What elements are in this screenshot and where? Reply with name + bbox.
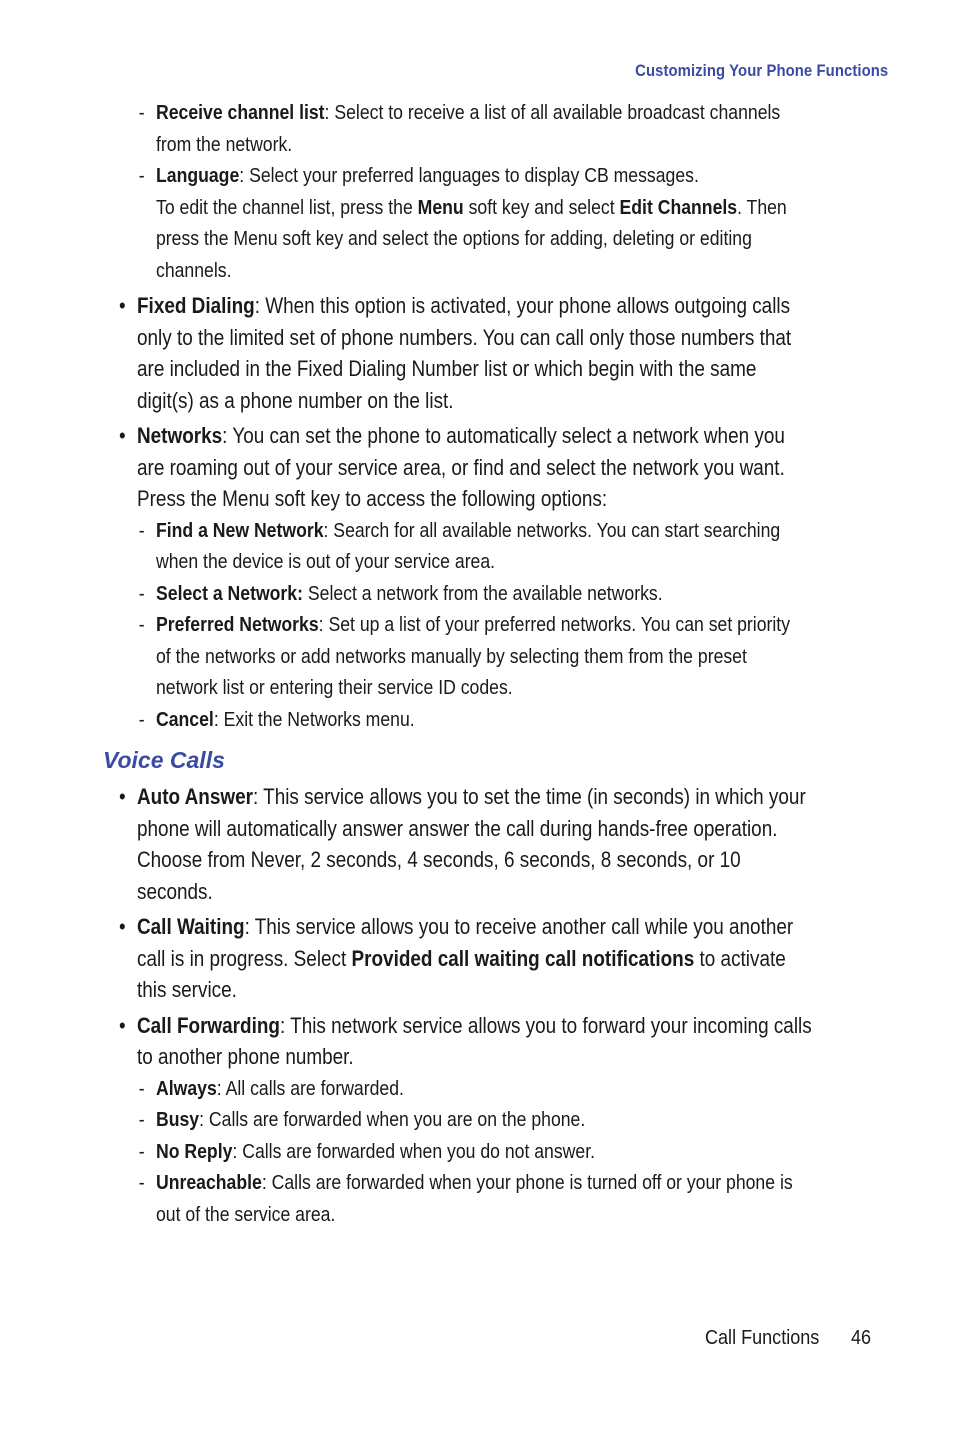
term-label: Language: [156, 164, 240, 187]
term-label: Select a Network:: [156, 581, 303, 605]
term-description: : Exit the Networks menu.: [213, 707, 415, 731]
bullet-auto-answer: [118, 781, 816, 907]
bullet-marker: •: [118, 423, 126, 448]
term-label: No Reply: [156, 1139, 233, 1163]
term-description: : You can set the phone to automatically select a network when you are roaming out of your service area, or find and select the network you want. Press the Menu soft key to access the following options:: [137, 423, 785, 511]
list-item-unreachable: [138, 1167, 810, 1230]
term-description: Select a network from the available networks.: [302, 581, 663, 605]
dash-marker: -: [138, 164, 145, 187]
term-label: Unreachable: [156, 1171, 262, 1194]
term-label: Busy: [156, 1108, 200, 1131]
section-heading-voice-calls: Voice Calls: [103, 747, 225, 773]
bullet-marker: •: [118, 914, 126, 939]
term-label: Cancel: [156, 707, 214, 731]
page-footer: [705, 1326, 871, 1350]
bullet-call-waiting: [118, 911, 816, 1006]
text-run: soft key and select: [463, 195, 620, 219]
term-description: : This service allows you to set the time (in seconds) in which your phone will automatically answer answer the call during hands-free operation. Choose from Never, 2 seconds, 4 seconds, 6 seconds, 8 seconds, or 10 seconds.: [137, 784, 806, 904]
term-description: : Calls are forwarded when your phone is turned off or your phone is out of the service area.: [156, 1171, 793, 1226]
term-description: to activate this service.: [137, 945, 786, 1002]
term-description: : Select to receive a list of all available broadcast channels from the network.: [156, 101, 781, 156]
footer-section-name: Call Functions: [705, 1326, 820, 1349]
dash-marker: -: [138, 518, 145, 542]
dash-marker: -: [138, 1108, 145, 1131]
running-header: Customizing Your Phone Functions: [634, 62, 888, 80]
term-description: : All calls are forwarded.: [216, 1076, 404, 1100]
bullet-marker: •: [118, 784, 126, 809]
dash-marker: -: [138, 581, 145, 605]
call-waiting-option: Provided call waiting call notifications: [351, 945, 695, 971]
edit-channels-paragraph: [156, 192, 810, 287]
list-item-receive-channel-list: [138, 97, 810, 160]
dash-marker: -: [138, 1171, 145, 1194]
dash-marker: -: [138, 101, 145, 124]
term-label: Auto Answer: [137, 784, 253, 809]
bullet-marker: •: [118, 1012, 126, 1038]
term-description: : Calls are forwarded when you do not answer.: [232, 1139, 596, 1163]
term-description: : This service allows you to receive another call while you another call is in progress. Select: [137, 914, 794, 971]
term-description: : This network service allows you to forward your incoming calls to another phone number.: [137, 1012, 812, 1069]
text-run: . Then press the Menu soft key and select the options for adding, deleting or editing channels.: [156, 195, 787, 282]
list-item-always: [138, 1073, 810, 1105]
dash-marker: -: [138, 1139, 145, 1163]
page-content: [0, 97, 954, 1230]
list-item-cancel: [138, 704, 810, 736]
list-item-no-reply: [138, 1136, 810, 1168]
dash-marker: -: [138, 707, 145, 731]
bullet-call-forwarding: [118, 1010, 816, 1073]
list-item-preferred-networks: [138, 609, 810, 704]
dash-marker: -: [138, 613, 145, 636]
term-label: Receive channel list: [156, 101, 325, 124]
term-label: Networks: [137, 423, 223, 448]
bullet-networks: [118, 420, 816, 515]
page-number: 46: [850, 1326, 872, 1349]
bullet-marker: •: [118, 293, 126, 318]
menu-key-term: Menu: [417, 195, 464, 219]
term-label: Preferred Networks: [156, 613, 319, 636]
edit-channels-term: Edit Channels: [619, 195, 738, 219]
term-description: : Search for all available networks. You can start searching when the device is out of your service area.: [156, 518, 781, 573]
bullet-fixed-dialing: [118, 290, 816, 416]
term-description: : Select your preferred languages to display CB messages.: [239, 164, 699, 187]
term-description: : Set up a list of your preferred networks. You can set priority of the networks or add networks manually by selecting them from the preset network list or entering their service ID codes.: [156, 613, 791, 699]
list-item-select-network: [138, 578, 810, 610]
text-run: To edit the channel list, press the: [156, 195, 418, 219]
list-item-language: [138, 160, 810, 192]
term-label: Call Waiting: [137, 914, 245, 939]
term-description: : Calls are forwarded when you are on the phone.: [199, 1108, 586, 1131]
list-item-find-new-network: [138, 515, 810, 578]
term-label: Always: [156, 1076, 217, 1100]
term-label: Fixed Dialing: [137, 293, 255, 318]
dash-marker: -: [138, 1076, 145, 1100]
term-label: Call Forwarding: [137, 1012, 280, 1038]
list-item-busy: [138, 1104, 810, 1136]
term-description: : When this option is activated, your phone allows outgoing calls only to the limited set of phone numbers. You can call only those numbers that are included in the Fixed Dialing Number list or which begin with the same digit(s) as a phone number on the list.: [137, 293, 792, 413]
term-label: Find a New Network: [156, 518, 324, 542]
